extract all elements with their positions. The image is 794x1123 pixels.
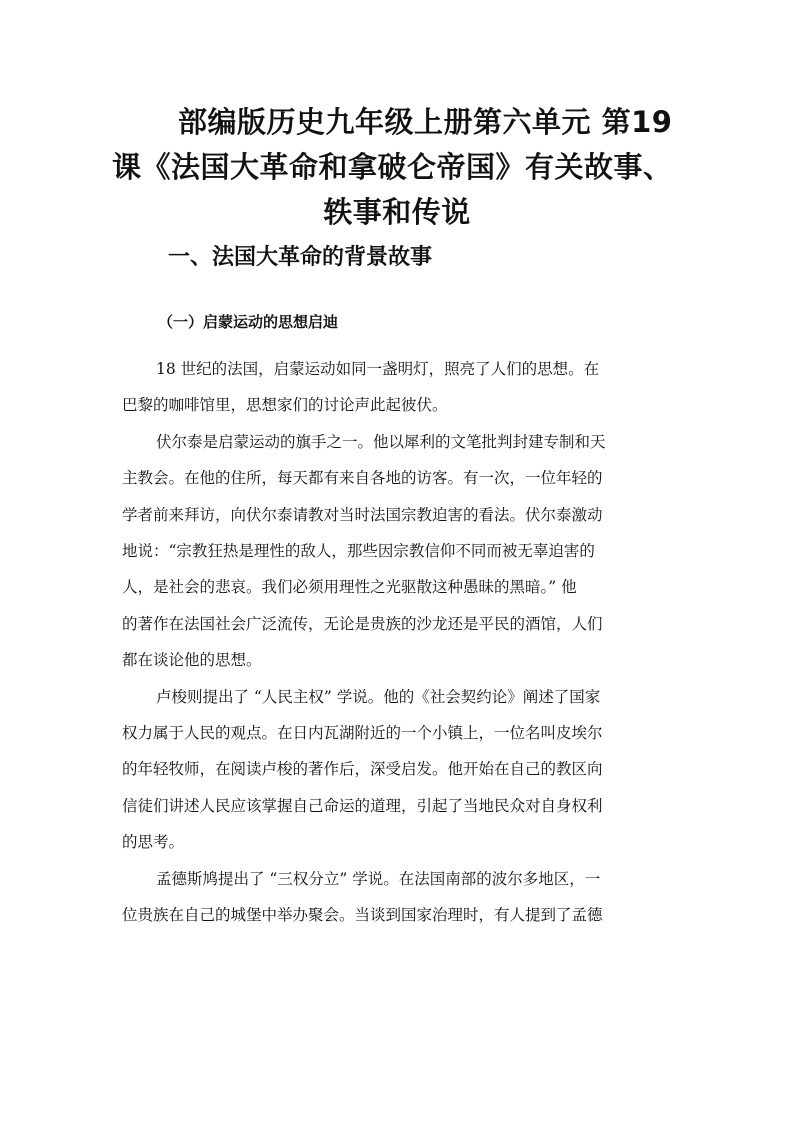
text-line: 位贵族在自己的城堡中举办聚会。当谈到国家治理时，有人提到了孟德 [122, 906, 603, 925]
text-line: 都在谈论他的思想。 [122, 651, 262, 670]
text-line: 信徒们讲述人民应该掌握自己命运的道理，引起了当地民众对自身权利 [122, 796, 603, 815]
title-line: 课《法国大革命和拿破仑帝国》有关故事、 [112, 150, 673, 184]
sub-heading: （一）启蒙运动的思想启迪 [158, 313, 339, 331]
text-line: 的著作在法国社会广泛流传，无论是贵族的沙龙还是平民的酒馆，人们 [122, 614, 603, 633]
title-line: 部编版历史九年级上册第六单元 第19 [178, 105, 673, 139]
text-line: 卢梭则提出了 “人民主权” 学说。他的《社会契约论》阐述了国家 [156, 687, 601, 706]
document-title [112, 100, 682, 235]
text-line: 的思考。 [122, 833, 185, 852]
text-line: 的年轻牧师，在阅读卢梭的著作后，深受启发。他开始在自己的教区向 [122, 760, 603, 779]
paragraph [122, 351, 678, 424]
text-line: 地说：“宗教狂热是理性的敌人，那些因宗教信仰不同而被无辜迫害的 [122, 542, 595, 561]
text-line: 巴黎的咖啡馆里，思想家们的讨论声此起彼伏。 [122, 396, 448, 415]
text-line: 主教会。在他的住所，每天都有来自各地的访客。有一次，一位年轻的 [122, 469, 603, 488]
section-heading: 一、法国大革命的背景故事 [168, 245, 433, 270]
paragraph [122, 679, 678, 861]
text-line: 孟德斯鸠提出了 “三权分立” 学说。在法国南部的波尔多地区，一 [156, 869, 601, 888]
body-text [122, 351, 678, 934]
paragraph [122, 861, 678, 934]
text-line: 权力属于人民的观点。在日内瓦湖附近的一个小镇上，一位名叫皮埃尔 [122, 724, 603, 743]
text-line: 伏尔泰是启蒙运动的旗手之一。他以犀利的文笔批判封建专制和天 [156, 432, 606, 451]
paragraph [122, 424, 678, 679]
text-line: 人，是社会的悲哀。我们必须用理性之光驱散这种愚昧的黑暗。” 他 [122, 578, 577, 597]
title-line: 轶事和传说 [323, 195, 471, 229]
text-line: 18 世纪的法国，启蒙运动如同一盏明灯，照亮了人们的思想。在 [156, 360, 600, 378]
text-line: 学者前来拜访，向伏尔泰请教对当时法国宗教迫害的看法。伏尔泰激动 [122, 505, 603, 524]
